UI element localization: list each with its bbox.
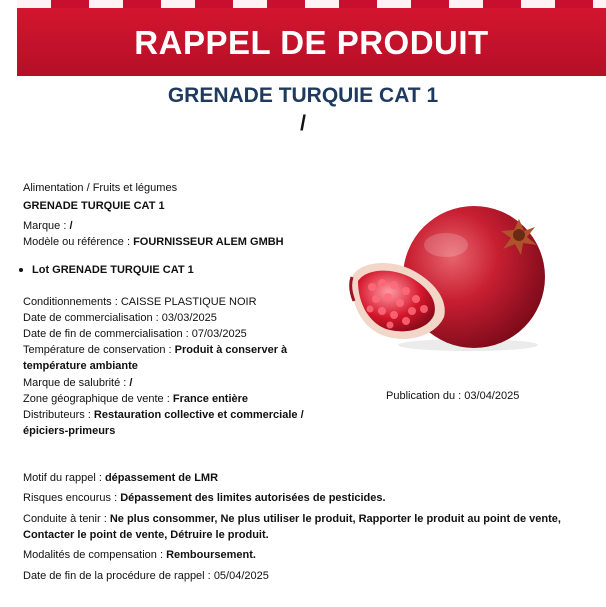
category: Alimentation / Fruits et légumes [23, 182, 178, 194]
sale-start-value: 03/03/2025 [161, 312, 217, 324]
storage-row [23, 343, 287, 357]
brand-label: Marque : [23, 220, 67, 232]
storage-value-1: Produit à conserver à [174, 344, 288, 356]
banner-title: RAPPEL DE PRODUIT [134, 24, 489, 61]
compensation-label: Modalités de compensation : [23, 549, 164, 561]
storage-value-2: température ambiante [23, 360, 138, 372]
publication-label: Publication du : [386, 390, 462, 402]
action-value-1: Ne plus consommer, Ne plus utiliser le produit, Rapporter le produit au point de vente, [109, 513, 561, 525]
sale-end-row [23, 327, 247, 341]
zone-label: Zone géographique de vente : [23, 393, 170, 405]
bullet-icon [19, 268, 23, 272]
packaging-row [23, 295, 257, 309]
lot-label: Lot GRENADE TURQUIE CAT 1 [32, 264, 194, 276]
product-subtitle: / [300, 112, 306, 135]
storage-label: Température de conservation : [23, 344, 172, 356]
risks-value: Dépassement des limites autorisées de pesticides. [120, 492, 386, 504]
model-row [23, 235, 284, 249]
risks-label: Risques encourus : [23, 492, 118, 504]
zone-value: France entière [172, 393, 249, 405]
risks-row [23, 491, 386, 505]
distributors-label: Distributeurs : [23, 409, 91, 421]
reason-label: Motif du rappel : [23, 472, 102, 484]
sale-end-label: Date de fin de commercialisation : [23, 328, 189, 340]
packaging-label: Conditionnements : [23, 296, 118, 308]
health-mark-label: Marque de salubrité : [23, 377, 127, 389]
product-title: GRENADE TURQUIE CAT 1 [167, 84, 439, 107]
action-value-2: Contacter le point de vente, Détruire le produit. [23, 529, 269, 541]
brand-value: / [69, 220, 73, 232]
sale-start-label: Date de commercialisation : [23, 312, 159, 324]
publication-date: 03/04/2025 [464, 390, 520, 402]
action-label: Conduite à tenir : [23, 513, 107, 525]
end-row [23, 569, 269, 583]
health-mark-value: / [129, 377, 133, 389]
compensation-value: Remboursement. [166, 549, 256, 561]
publication-row [386, 389, 519, 403]
lot-item [19, 264, 194, 276]
end-value: 05/04/2025 [213, 570, 269, 582]
pomegranate-illustration [348, 205, 554, 353]
recall-banner [17, 0, 606, 76]
model-value: FOURNISSEUR ALEM GMBH [133, 236, 284, 248]
banner-stripes [17, 0, 606, 8]
action-row [23, 512, 561, 526]
packaging-value: CAISSE PLASTIQUE NOIR [120, 296, 257, 308]
distributors-row [23, 408, 304, 422]
zone-row [23, 392, 248, 406]
distributors-value-2: épiciers-primeurs [23, 425, 116, 437]
sale-start-row [23, 311, 217, 325]
model-label: Modèle ou référence : [23, 236, 131, 248]
end-label: Date de fin de la procédure de rappel : [23, 570, 211, 582]
brand-row [23, 219, 73, 233]
distributors-value-1: Restauration collective et commerciale / [93, 409, 304, 421]
reason-value: dépassement de LMR [104, 472, 219, 484]
sale-end-value: 07/03/2025 [191, 328, 247, 340]
product-name: GRENADE TURQUIE CAT 1 [23, 200, 165, 212]
health-mark-row [23, 376, 132, 390]
reason-row [23, 471, 218, 485]
compensation-row [23, 548, 256, 562]
